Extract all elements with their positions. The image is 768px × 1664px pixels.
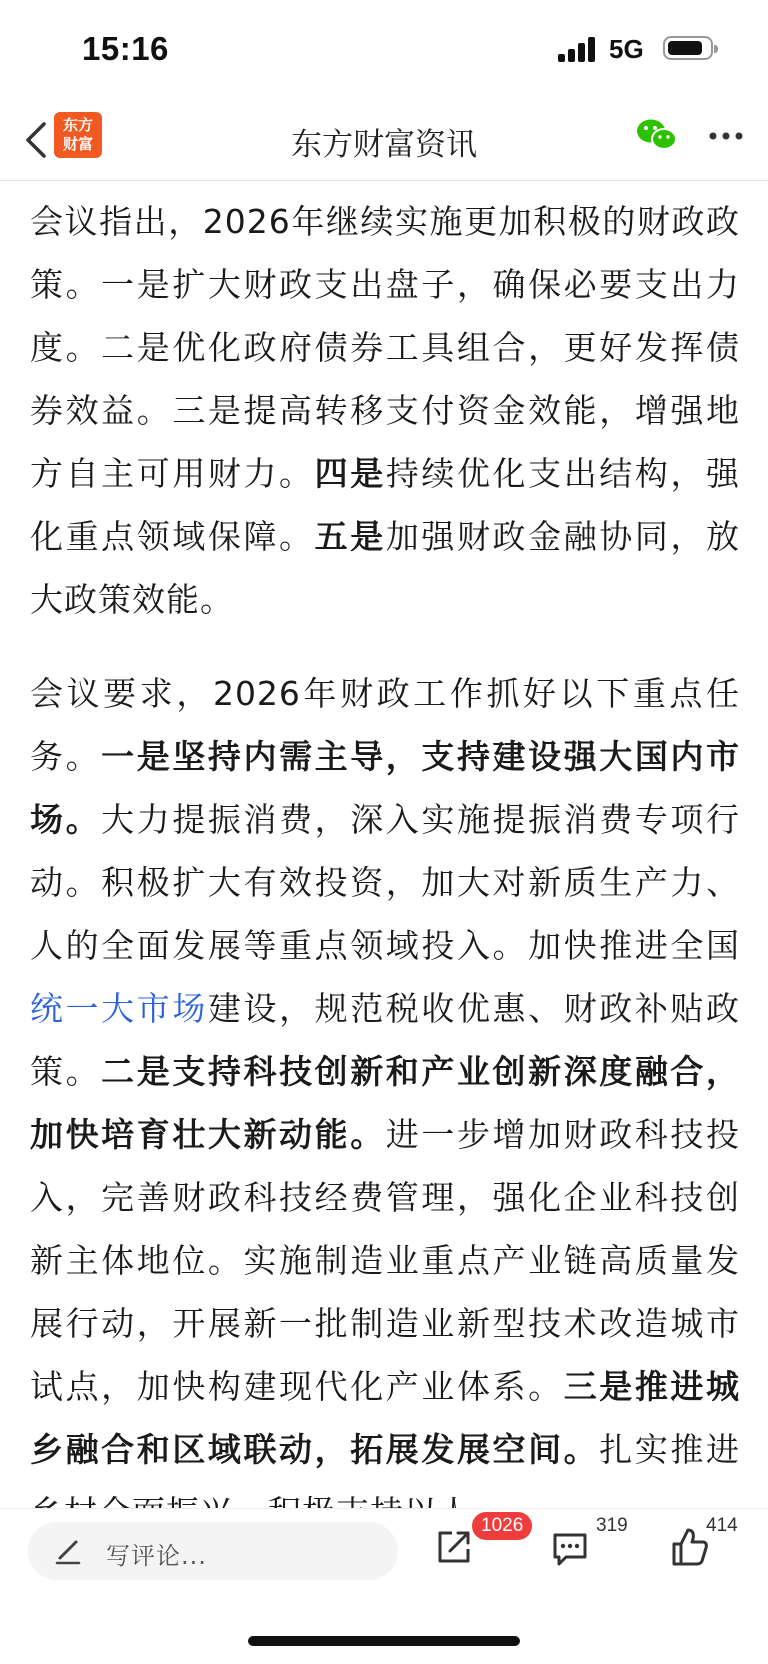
network-type: 5G [609,34,644,64]
bold-text: 一是坚持内需主导，支持建设强大国内市场。 [30,737,741,839]
status-bar [0,0,768,100]
paragraph-text: 大力提振消费，深入实施提振消费专项行动。积极扩大有效投资，加大对新质生产力、人的全面发展等重点领域投入。加快推进全国 [30,800,741,965]
like-count: 414 [706,1515,738,1536]
home-indicator[interactable] [248,1636,520,1646]
comment-icon[interactable] [550,1530,590,1568]
bold-text: 四是 [314,454,386,493]
cellular-signal-icon [558,36,600,62]
comment-placeholder: 写评论... [106,1542,207,1570]
paragraph-text: 进一步增加财政科技投入，完善财政科技经费管理，强化企业科技创新主体地位。实施制造业重点产业链高质量发展行动，开展新一批制造业新型技术改造城市试点，加快构建现代化产业体系。 [30,1115,741,1406]
bold-text: 二是支持科技创新和产业创新深度融合，加快培育壮大新动能。 [30,1052,741,1154]
share-icon[interactable] [434,1527,474,1567]
battery-icon [663,36,713,60]
pen-icon [54,1536,82,1566]
bold-text: 三是推进城乡融合和区域联动，拓展发展空间。 [30,1367,741,1469]
comment-input[interactable] [28,1522,398,1580]
paragraph-text: 持续优化支出结构，强化重点领域保障。 [30,454,741,556]
paragraph-text: 会议要求，2026年财政工作抓好以下重点任务。 [30,674,740,776]
article-paragraph [30,662,740,1544]
more-dots-icon[interactable] [708,130,748,142]
paragraph-text: 建设，规范税收优惠、财政补贴政策。 [30,989,741,1091]
wechat-icon[interactable] [636,118,678,152]
paragraph-text: 扎实推进 [599,1430,741,1469]
logo-line-2: 财富 [62,135,93,153]
thumbs-up-icon[interactable] [670,1526,710,1568]
article-paragraph [30,190,740,631]
bold-text: 五是 [314,517,386,556]
status-time: 15:16 [82,30,169,67]
keyword-link[interactable]: 统一大市场 [30,989,208,1028]
comment-count: 319 [596,1515,628,1536]
page-title: 东方财富资讯 [291,127,477,163]
logo-line-1: 东方 [62,116,93,134]
paragraph-text: 会议指出，2026年继续实施更加积极的财政政策。一是扩大财政支出盘子，确保必要支出力度。二是优化政府债券工具组合，更好发挥债券效益。三是提高转移支付资金效能，增强地方自主可用财力。 [30,202,740,493]
share-count-badge: 1026 [472,1512,532,1540]
paragraph-text: 加强财政金融协同，放大政策效能。 [30,517,741,619]
article-body [30,190,740,1508]
